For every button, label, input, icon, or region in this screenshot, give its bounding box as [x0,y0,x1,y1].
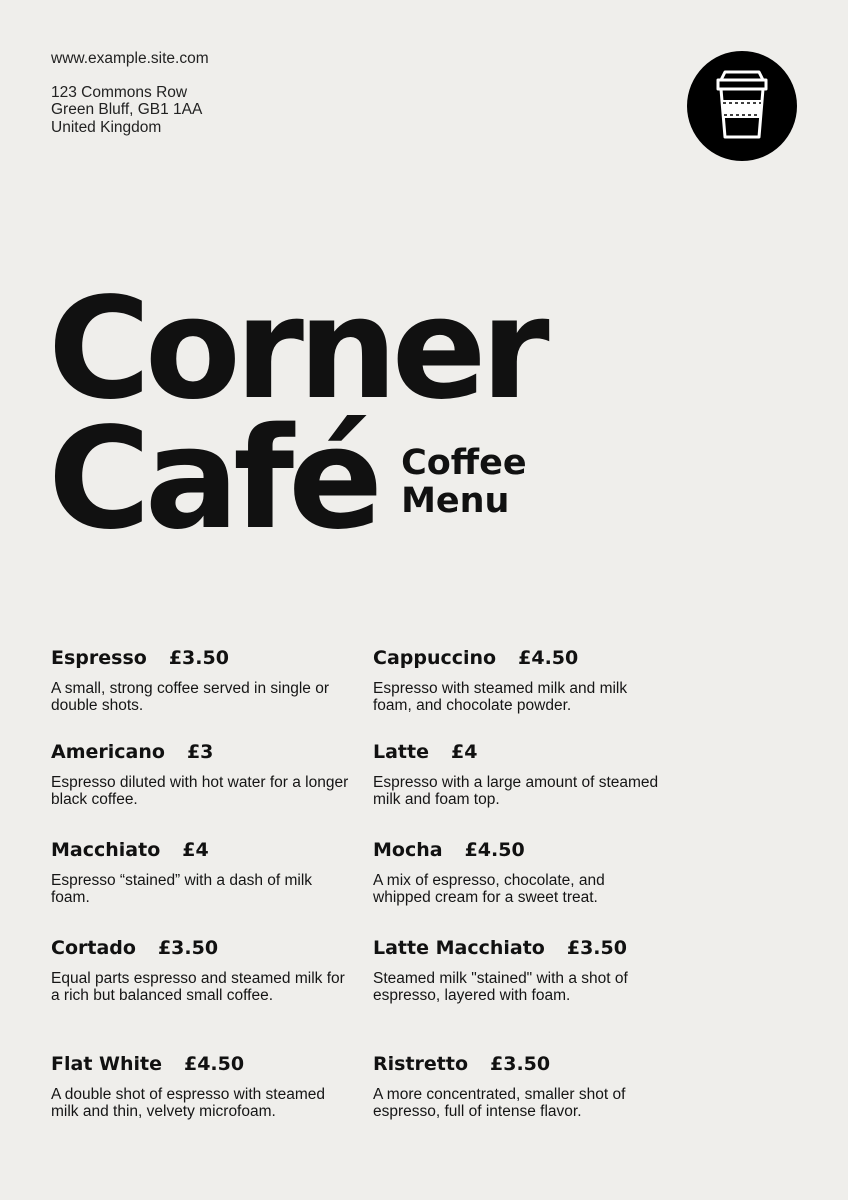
item-price: £3.50 [490,1053,551,1075]
menu-item [51,1051,351,1120]
item-name: Cappuccino [373,647,497,669]
item-price: £4 [182,839,209,861]
header-info [51,50,209,136]
menu-subtitle: Coffee Menu [401,443,527,521]
address-line: Green Bluff, GB1 1AA [51,101,203,118]
menu-item [51,935,351,1004]
item-description: A double shot of espresso with steamed milk and thin, velvety microfoam. [51,1086,325,1120]
item-price: £3.50 [168,647,229,669]
item-description: Steamed milk "stained" with a shot of espresso, layered with foam. [373,970,628,1004]
item-price: £4.50 [464,839,525,861]
item-price: £3 [186,741,214,763]
menu-item [373,837,663,906]
item-price: £4 [450,741,478,763]
item-name: Flat White [51,1053,162,1075]
menu-item [373,1051,663,1120]
item-description: Espresso diluted with hot water for a longer black coffee. [51,774,349,808]
website-link[interactable]: www.example.site.com [51,50,209,67]
item-name: Espresso [51,647,147,669]
item-description: A mix of espresso, chocolate, and whipped cream for a sweet treat. [373,872,605,906]
item-price: £4.50 [183,1053,245,1075]
menu-item [51,837,351,906]
item-name: Americano [51,741,165,763]
menu-item [373,935,663,1004]
menu-item [373,739,663,808]
item-name: Macchiato [51,839,161,861]
address-line: 123 Commons Row [51,83,188,101]
coffee-cup-icon [687,51,797,161]
item-name: Latte [373,741,429,763]
cafe-name-line-1: Corner [48,268,544,431]
address-line: United Kingdom [51,118,162,136]
item-name: Ristretto [373,1053,469,1075]
item-price: £3.50 [157,937,219,959]
logo [687,51,797,161]
item-description: A more concentrated, smaller shot of espresso, full of intense flavor. [373,1086,626,1120]
item-name: Latte Macchiato [373,937,545,959]
menu-item [51,739,351,808]
item-price: £3.50 [566,937,627,959]
cafe-name-line-2: Café [48,398,378,561]
item-description: Espresso with a large amount of steamed milk and foam top. [373,774,659,808]
item-description: Espresso with steamed milk and milk foam, and chocolate powder. [373,680,628,714]
menu-item [51,645,351,714]
item-description: Espresso “stained” with a dash of milk foam. [51,872,313,906]
title-block [48,268,544,561]
item-name: Cortado [51,937,136,959]
item-price: £4.50 [518,647,579,669]
item-description: Equal parts espresso and steamed milk for a rich but balanced small coffee. [51,970,345,1004]
menu-item [373,645,663,714]
item-description: A small, strong coffee served in single or double shots. [51,680,329,714]
item-name: Mocha [373,839,443,861]
